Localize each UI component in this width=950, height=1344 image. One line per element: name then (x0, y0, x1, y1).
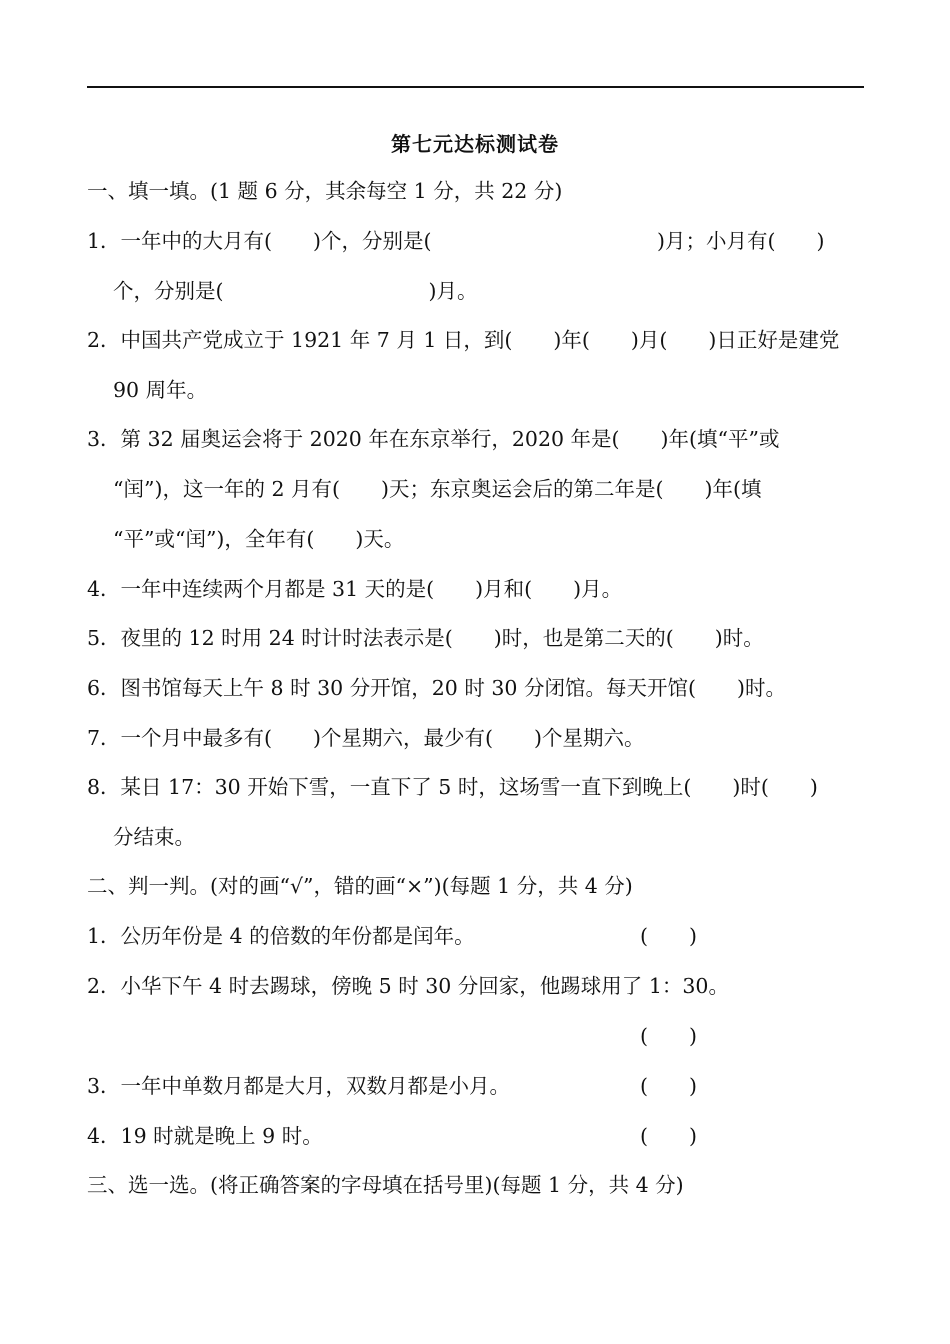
judge-q4-answer[interactable]: ( ) (640, 1124, 697, 1148)
q8-line-2: 分结束。 (113, 825, 195, 849)
judge-q4: 4．19 时就是晚上 9 时。 (87, 1124, 323, 1148)
q6-line: 6．图书馆每天上午 8 时 30 分开馆，20 时 30 分闭馆。每天开馆( )时。 (87, 676, 786, 700)
q5-line: 5．夜里的 12 时用 24 时计时法表示是( )时，也是第二天的( )时。 (87, 626, 764, 650)
page-title: 第七元达标测试卷 (391, 132, 559, 156)
q3-line-3: “平”或“闰”)，全年有( )天。 (113, 527, 405, 551)
q2-line-2: 90 周年。 (113, 378, 208, 402)
q7-line: 7．一个月中最多有( )个星期六，最少有( )个星期六。 (87, 726, 645, 750)
q3-line-1: 3．第 32 届奥运会将于 2020 年在东京举行，2020 年是( )年(填“平”或 (87, 427, 780, 451)
header-rule (87, 86, 864, 88)
judge-q1: 1．公历年份是 4 的倍数的年份都是闰年。 (87, 924, 475, 948)
judge-q1-answer[interactable]: ( ) (640, 924, 697, 948)
q2-line-1: 2．中国共产党成立于 1921 年 7 月 1 日，到( )年( )月( )日正好是建党 (87, 328, 840, 352)
section-2-heading: 二、判一判。(对的画“√”，错的画“×”)(每题 1 分，共 4 分) (87, 874, 633, 898)
q4-line: 4．一年中连续两个月都是 31 天的是( )月和( )月。 (87, 577, 623, 601)
judge-q3: 3．一年中单数月都是大月，双数月都是小月。 (87, 1074, 511, 1098)
q3-line-2: “闰”)，这一年的 2 月有( )天；东京奥运会后的第二年是( )年(填 (113, 477, 762, 501)
judge-q2: 2．小华下午 4 时去踢球，傍晚 5 时 30 分回家，他踢球用了 1：30。 (87, 974, 729, 998)
q1-line-2: 个，分别是( )月。 (113, 279, 478, 303)
judge-q2-answer[interactable]: ( ) (640, 1024, 697, 1048)
q8-line-1: 8．某日 17：30 开始下雪，一直下了 5 时，这场雪一直下到晚上( )时( ) (87, 775, 818, 799)
judge-q3-answer[interactable]: ( ) (640, 1074, 697, 1098)
section-1-heading: 一、填一填。(1 题 6 分，其余每空 1 分，共 22 分) (87, 179, 563, 203)
section-3-heading: 三、选一选。(将正确答案的字母填在括号里)(每题 1 分，共 4 分) (87, 1173, 684, 1197)
q1-line-1: 1．一年中的大月有( )个，分别是( )月；小月有( ) (87, 229, 825, 253)
